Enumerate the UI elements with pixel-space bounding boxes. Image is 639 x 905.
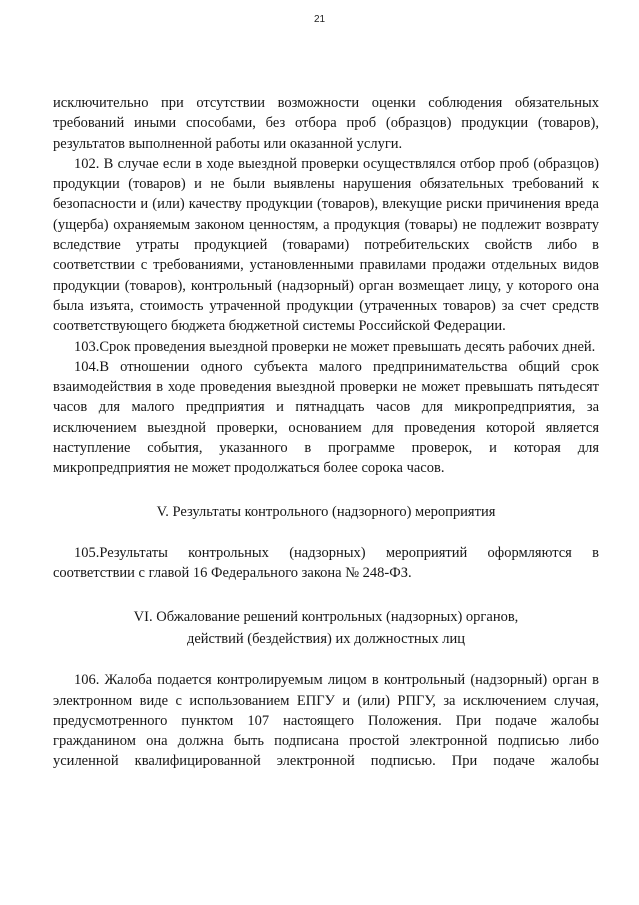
paragraph-104: 104.В отношении одного субъекта малого предпринимательства общий срок взаимодействия в ходе проведения выездной проверки не может превышать пятьдесят часов для малого предприятия и пятнадцать часов для микропредприятия, за исключением выездной проверки, основанием для проведения которой является наступление события, указанного в программе проверок, и которая для микропредприятия не может продолжаться более сорока часов.: [53, 358, 599, 477]
paragraph-106: 106. Жалоба подается контролируемым лицом в контрольный (надзорный) орган в электронном виде с использованием ЕПГУ и (или) РПГУ, за исключением случая, предусмотренного пунктом 107 настоящего Положения. При подаче жалобы гражданином она должна быть подписана простой электронной подписью либо усиленной квалифицированной электронной подписью. При подаче жалобы: [53, 672, 599, 770]
paragraph-continued: исключительно при отсутствии возможности оценки соблюдения обязательных требований иными способами, без отбора проб (образцов) продукции (товаров), результатов выполненной работы или оказанной услуги.: [53, 95, 599, 152]
section-6-heading-line-1: VI. Обжалование решений контрольных (надзорных) органов,: [133, 609, 519, 626]
paragraph-105: 105.Результаты контрольных (надзорных) мероприятий оформляются в соответствии с главой 16 Федерального закона № 248-ФЗ.: [53, 544, 599, 581]
paragraph-102: 102. В случае если в ходе выездной проверки осуществлялся отбор проб (образцов) продукции (товаров) и не были выявлены нарушения обязательных требований к безопасности и (или) качеству продукции (товаров), влекущие риски причинения вреда (ущерба) охраняемым законом ценностям, а продукция (товары) не подлежит возврату вследствие утраты продукцией (товарами) потребительских свойств либо в соответствии с требованиями, установленными правилами продажи отдельных видов продукции (товаров), контрольный (надзорный) орган возмещает лицу, у которого она была изъята, стоимость утраченной продукции (утраченных товаров) за счет средств соответствующего бюджета бюджетной системы Российской Федерации.: [53, 155, 599, 335]
page-number: 21: [313, 14, 326, 25]
section-6-heading-line-2: действий (бездействия) их должностных лиц: [186, 631, 466, 648]
paragraph-103: 103.Срок проведения выездной проверки не может превышать десять рабочих дней.: [74, 338, 596, 355]
section-6-heading: [53, 606, 599, 650]
section-5-heading: V. Результаты контрольного (надзорного) мероприятия: [156, 503, 496, 520]
document-body: [53, 93, 599, 772]
